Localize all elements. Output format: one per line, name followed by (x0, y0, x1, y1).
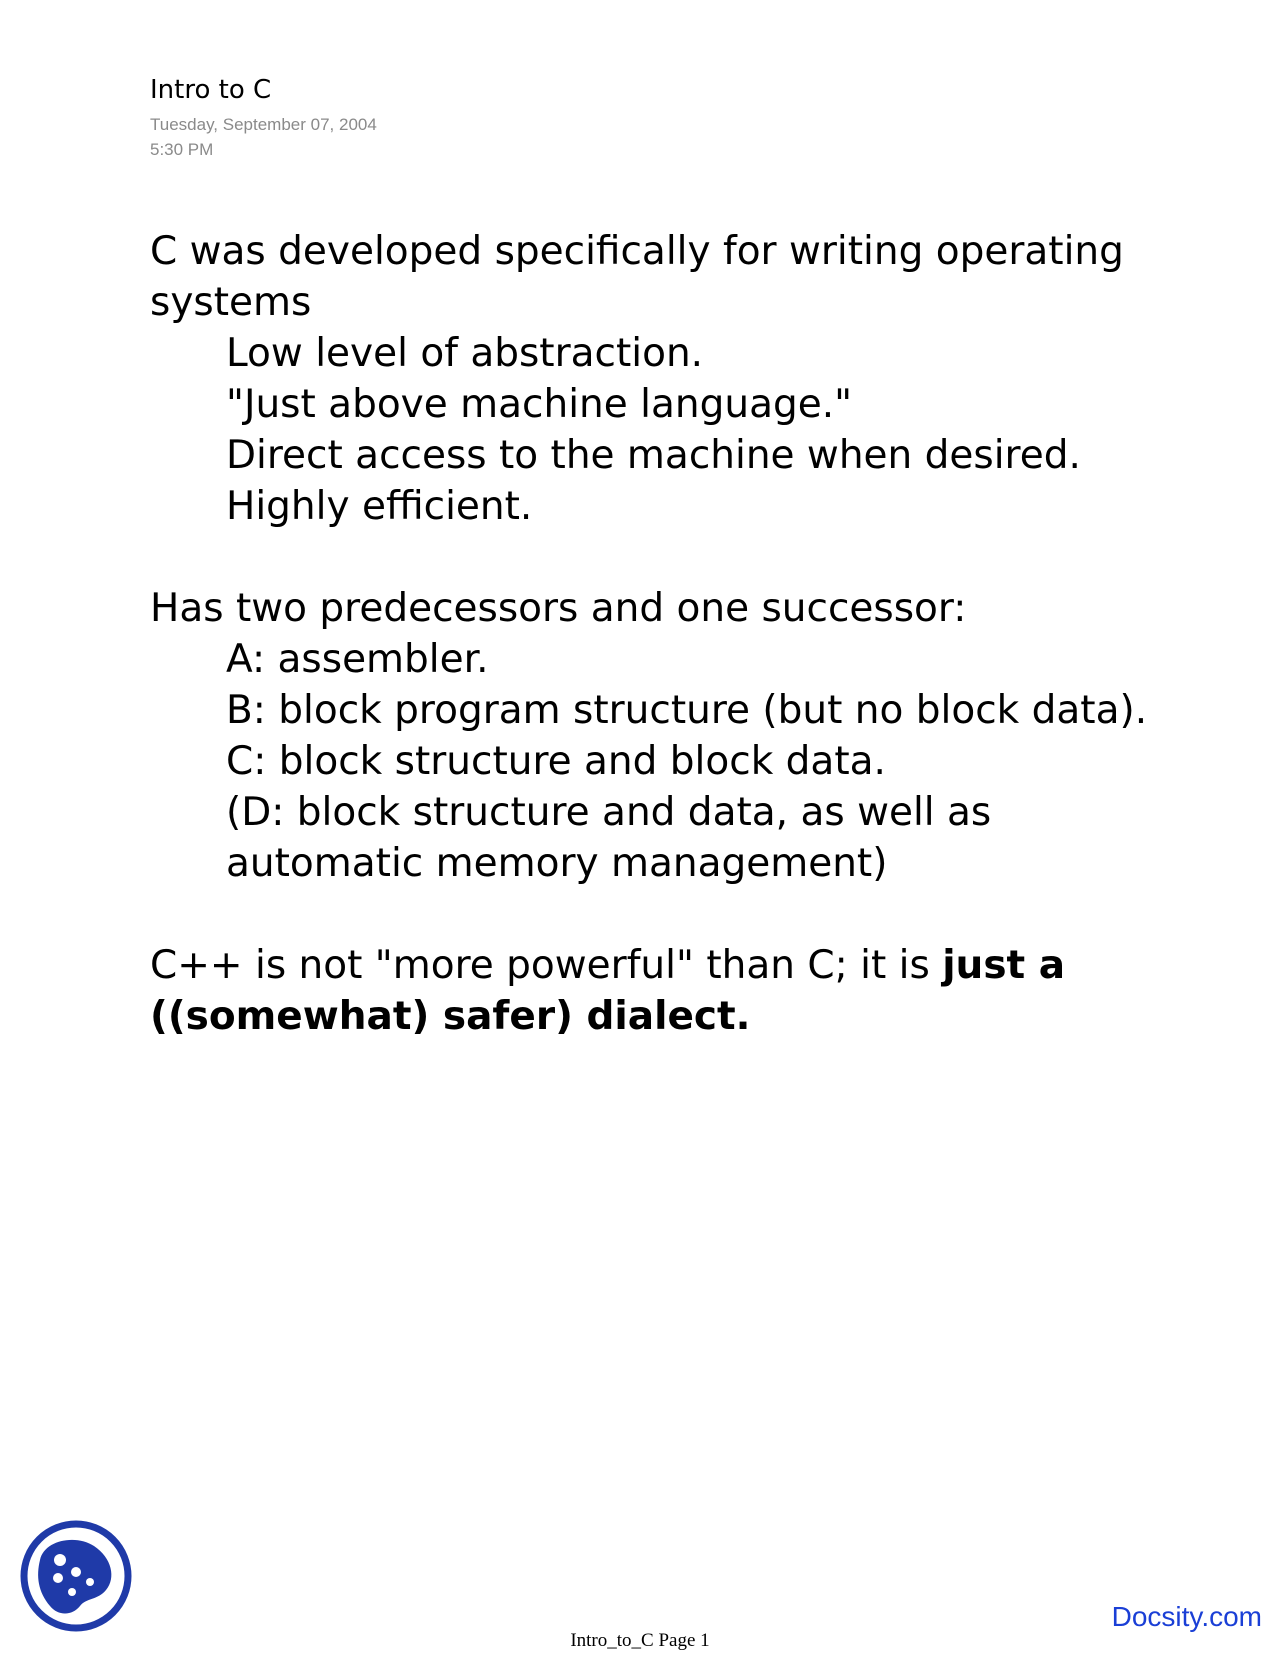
list-item: "Just above machine language." (226, 382, 853, 427)
list-item: A: assembler. (226, 637, 489, 682)
paragraph-2-intro: Has two predecessors and one successor: (150, 586, 967, 631)
paragraph-spacer (150, 532, 1260, 583)
note-date: Tuesday, September 07, 2004 (150, 115, 377, 134)
docsity-logo-icon (20, 1520, 132, 1632)
list-item: (D: block structure and data, as well as (226, 790, 992, 835)
note-body (150, 226, 1260, 1042)
list-item: Highly efficient. (226, 484, 533, 529)
list-item: automatic memory management) (226, 841, 888, 886)
paragraph-3-line-1 (150, 940, 1260, 991)
note-header (150, 72, 377, 162)
list-item: Low level of abstraction. (226, 331, 704, 376)
note-time: 5:30 PM (150, 140, 214, 159)
paragraph-3-normal-text: C++ is not "more powerful" than C; it is (150, 943, 943, 988)
paragraph-1-line-2: systems (150, 280, 312, 325)
paragraph-3-bold-text: just a (942, 943, 1066, 988)
list-item: Direct access to the machine when desired. (226, 433, 1081, 478)
paragraph-spacer (150, 889, 1260, 940)
note-title: Intro to C (150, 75, 272, 105)
list-item: B: block program structure (but no block data). (226, 688, 1148, 733)
paragraph-1-line-1: C was developed specifically for writing operating (150, 229, 1124, 274)
list-item: C: block structure and block data. (226, 739, 886, 784)
page-footer: Intro_to_C Page 1 (570, 1630, 710, 1651)
docsity-watermark[interactable]: Docsity.com (1111, 1601, 1262, 1632)
paragraph-3-line-2: ((somewhat) safer) dialect. (150, 994, 751, 1039)
